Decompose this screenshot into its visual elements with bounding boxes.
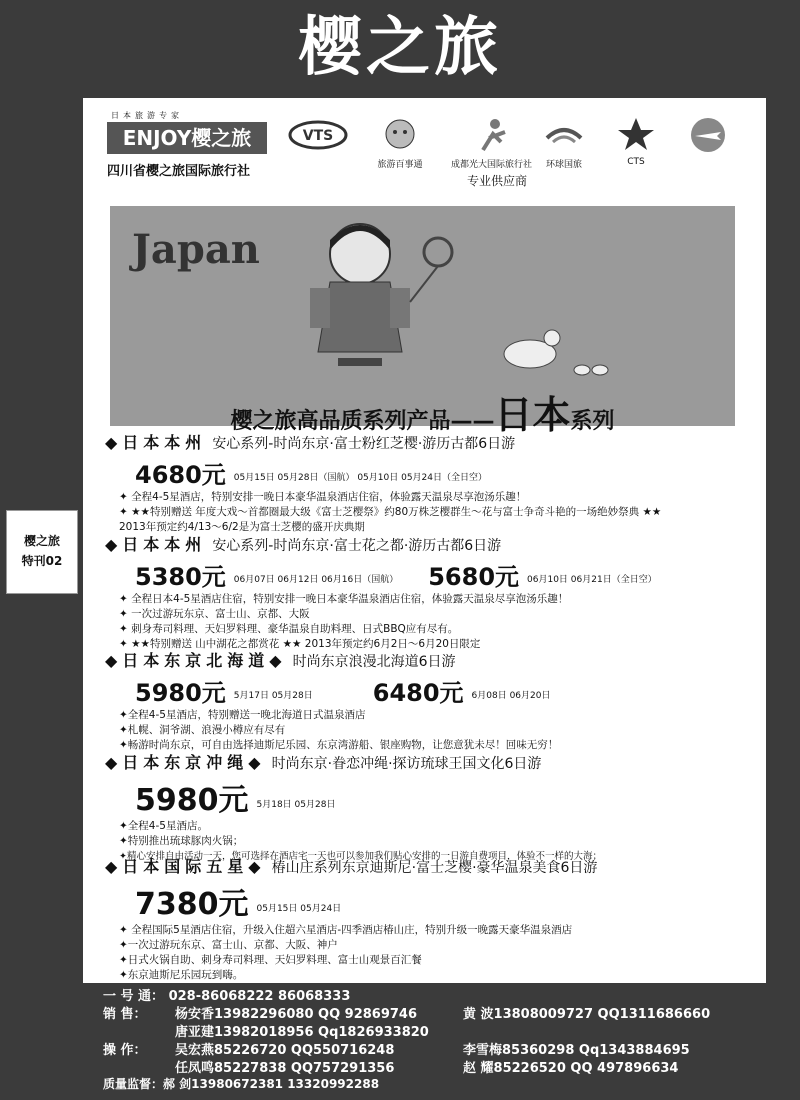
product-bullet: ✦ 一次过游玩东京、富士山、京都、大阪 bbox=[119, 608, 310, 620]
product-series: 时尚东京浪漫北海道6日游 bbox=[292, 654, 456, 670]
product-dates: 6月08日 06月20日 bbox=[471, 691, 551, 701]
brand-tagline: 日本旅游专家 bbox=[111, 111, 183, 120]
product-bullet: ✦精心安排自由活动一天，您可选择在酒店宅一天也可以参加我们贴心安排的一日游自费项目，体验不一样的大海； bbox=[119, 851, 602, 862]
sales-contact: 唐亚建13982018956 Qq1826933820 bbox=[175, 1025, 429, 1040]
partner-baishitong bbox=[369, 116, 431, 170]
product-bullet: ✦ 全程4-5星酒店，特别安排一晚日本豪华温泉酒店住宿，体验露天温泉尽享泡汤乐趣！ bbox=[119, 491, 527, 503]
product-1 bbox=[105, 430, 755, 535]
partner-airline bbox=[677, 116, 739, 157]
product-series: 安心系列-时尚东京·富士粉红芝樱·游历古都6日游 bbox=[212, 436, 516, 452]
product-bullet: ✦ ★★特别赠送 山中湖花之都赏花 ★★ 2013年预定约6月2日～6月20日限定 bbox=[119, 638, 481, 650]
product-region: ◆日本东京冲绳◆ bbox=[105, 753, 266, 772]
product-dates: 5月17日 05月28日 bbox=[233, 691, 313, 701]
partner-guangda bbox=[451, 116, 532, 170]
product-region: ◆日本国际五星◆ bbox=[105, 857, 266, 876]
sales-contact: 黄 波13808009727 QQ1311686660 bbox=[463, 1007, 711, 1022]
product-2 bbox=[105, 532, 755, 652]
product-price: 4680元 bbox=[135, 461, 226, 489]
product-price: 5980元 bbox=[135, 783, 249, 818]
product-dates: 06月07日 06月12日 06月16日（国航） bbox=[233, 575, 399, 585]
product-series: 椿山庄系列东京迪斯尼·富士芝樱·豪华温泉美食6日游 bbox=[271, 860, 598, 876]
partner-label: CTS bbox=[627, 157, 645, 167]
product-bullet: ✦一次过游玩东京、富士山、京都、大阪、神户 bbox=[119, 939, 338, 951]
product-price: 5380元 bbox=[135, 563, 226, 591]
banner-caption-prefix: 樱之旅高品质系列产品—— bbox=[230, 409, 495, 434]
product-dates: 05月15日 05月28日（国航） 05月10日 05月24日（全日空） bbox=[233, 473, 487, 483]
kimono-girl-illustration bbox=[290, 212, 620, 382]
contacts bbox=[83, 983, 766, 1091]
globe-travel-icon bbox=[533, 116, 595, 154]
header bbox=[107, 108, 747, 198]
page-title: 樱之旅 bbox=[298, 11, 502, 85]
ops-label: 操 作： bbox=[103, 1043, 147, 1058]
product-bullet: 2013年预定约4/13～6/2是为富士芝樱的盛开庆典期 bbox=[119, 521, 365, 533]
product-series: 时尚东京·眷恋冲绳·探访琉球王国文化6日游 bbox=[271, 756, 542, 772]
product-bullet: ✦ 全程国际5星酒店住宿，升级入住超六星酒店-四季酒店椿山庄，特别升级一晚露天豪华温泉酒店 bbox=[119, 924, 573, 936]
side-tab-line1: 樱之旅 bbox=[23, 534, 60, 548]
supplier-label: 专业供应商 bbox=[467, 174, 528, 188]
product-price: 5680元 bbox=[428, 563, 520, 591]
product-bullet: ✦ ★★特别赠送 年度大戏～首都圈最大级《富士芝樱祭》约80万株芝樱群生～花与富士争奇斗艳的一场绝妙祭典 ★★ bbox=[119, 506, 662, 518]
mascot-icon bbox=[369, 116, 431, 154]
plane-circle-icon bbox=[677, 116, 739, 154]
star-icon bbox=[605, 116, 667, 154]
quality-supervision: 质量监督：郝 剑13980672381 13320992288 bbox=[103, 1077, 380, 1091]
side-tab-line2: 特刊02 bbox=[21, 554, 63, 568]
banner-caption-suffix: 系列 bbox=[570, 409, 615, 434]
brand-logo: ENJOY樱之旅 bbox=[107, 122, 267, 154]
product-dates: 05月15日 05月24日 bbox=[256, 904, 342, 914]
product-region: ◆日本本州 bbox=[105, 433, 207, 452]
product-bullet: ✦日式火锅自助、刺身寿司料理、天妇罗料理、富士山观景百汇餐 bbox=[119, 954, 422, 966]
ops-contact: 吴宏燕85226720 QQ550716248 bbox=[175, 1043, 395, 1058]
product-price: 5980元 bbox=[135, 679, 226, 707]
banner-caption-big: 日本 bbox=[494, 393, 571, 437]
product-3 bbox=[105, 648, 755, 753]
banner-japan-text: Japan bbox=[132, 226, 260, 273]
product-5 bbox=[105, 854, 755, 983]
partner-label: 环球国旅 bbox=[545, 160, 582, 170]
vts-icon bbox=[287, 116, 349, 154]
product-dates: 06月10日 06月21日（全日空） bbox=[527, 575, 657, 585]
brand-name: 四川省樱之旅国际旅行社 bbox=[107, 164, 251, 179]
product-price: 6480元 bbox=[372, 679, 464, 707]
side-tab bbox=[6, 510, 78, 594]
product-4 bbox=[105, 750, 755, 864]
partner-label: 成都光大国际旅行社 bbox=[451, 160, 533, 170]
product-bullet: ✦全程4-5星酒店，特别赠送一晚北海道日式温泉酒店 bbox=[119, 709, 366, 721]
runner-icon bbox=[461, 116, 523, 154]
product-series: 安心系列-时尚东京·富士花之都·游历古都6日游 bbox=[212, 538, 502, 554]
product-bullet: ✦特别推出琉球豚肉火锅； bbox=[119, 835, 244, 847]
partner-huanqiu bbox=[533, 116, 595, 170]
ops-contact: 李雪梅85360298 Qq1343884695 bbox=[463, 1043, 690, 1058]
product-bullet: ✦畅游时尚东京，可自由选择迪斯尼乐园、东京湾游船、银座购物，让您意犹未尽！回味无穷！ bbox=[119, 739, 559, 751]
product-region: ◆日本东京北海道◆ bbox=[105, 651, 287, 670]
hotline: 一 号 通： 028-86068222 86068333 bbox=[103, 989, 351, 1004]
flyer-sheet bbox=[83, 98, 766, 983]
product-bullet: ✦ 刺身寿司料理、天妇罗料理、豪华温泉自助料理、日式BBQ应有尽有。 bbox=[119, 623, 459, 635]
product-region: ◆日本本州 bbox=[105, 535, 207, 554]
ops-contact: 赵 耀85226520 QQ 497896634 bbox=[463, 1061, 679, 1076]
partner-vts bbox=[287, 116, 349, 157]
product-bullet: ✦东京迪斯尼乐园玩到嗨。 bbox=[119, 969, 244, 981]
partner-cts bbox=[605, 116, 667, 167]
svg-text:VTS: VTS bbox=[302, 128, 334, 144]
sales-contact: 杨安香13982296080 QQ 92869746 bbox=[175, 1007, 418, 1022]
product-bullet: ✦札幌、洞爷湖、浪漫小樽应有尽有 bbox=[119, 724, 286, 736]
product-price: 7380元 bbox=[135, 887, 249, 922]
partner-label: 旅游百事通 bbox=[377, 160, 423, 170]
product-bullet: ✦ 全程日本4-5星酒店住宿，特别安排一晚日本豪华温泉酒店住宿，体验露天温泉尽享泡汤乐趣！ bbox=[119, 593, 569, 605]
banner bbox=[110, 206, 735, 437]
sales-label: 销 售： bbox=[103, 1007, 147, 1022]
product-dates: 5月18日 05月28日 bbox=[256, 800, 336, 810]
ops-contact: 任凤鸣85227838 QQ757291356 bbox=[175, 1061, 395, 1076]
product-bullet: ✦全程4-5星酒店。 bbox=[119, 820, 208, 832]
